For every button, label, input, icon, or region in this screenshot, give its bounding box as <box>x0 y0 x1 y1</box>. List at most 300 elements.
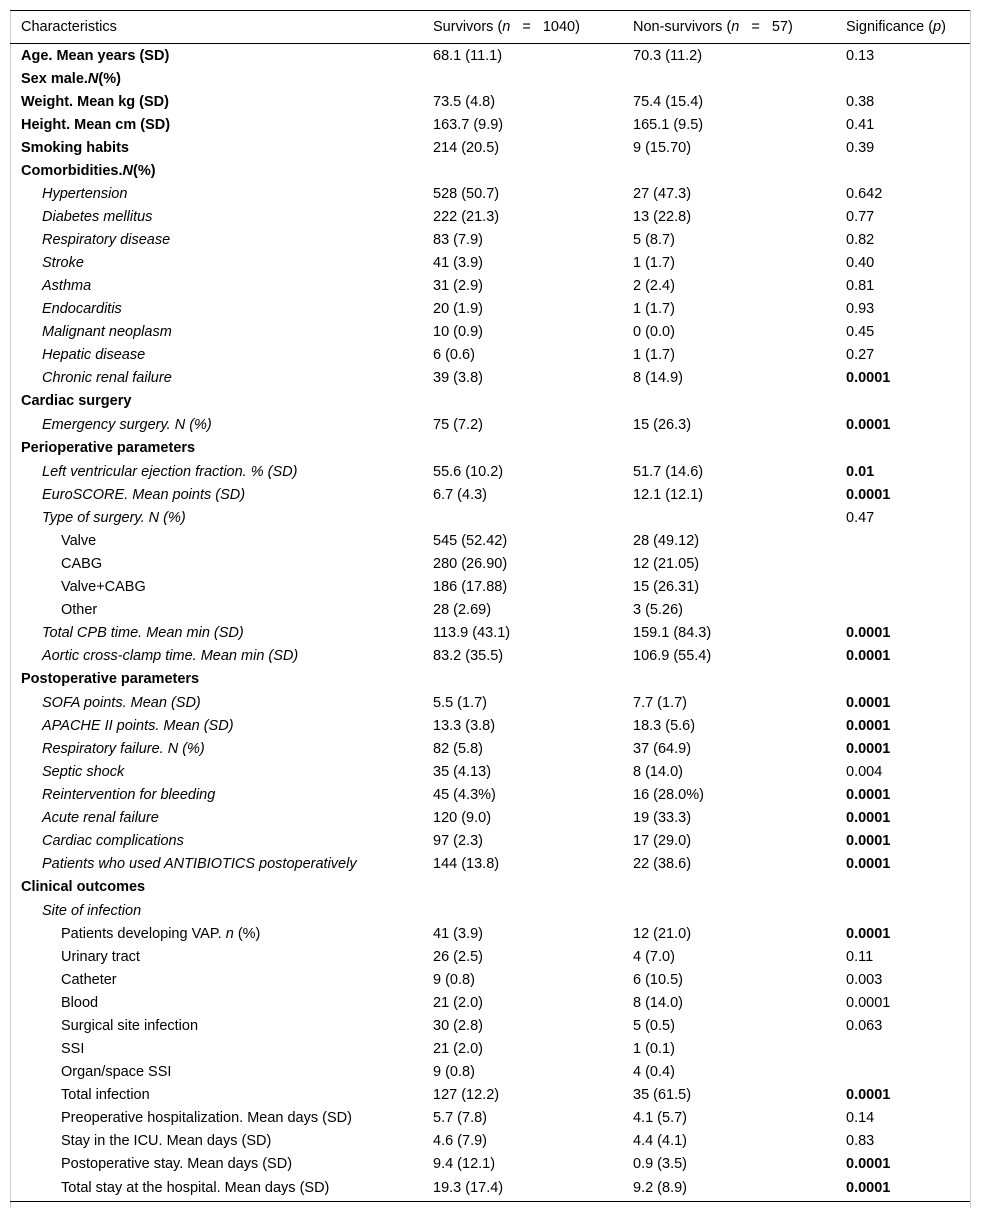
survivors-value: 222 (21.3) <box>433 208 500 225</box>
survivors-value <box>422 875 622 899</box>
row-label <box>10 297 422 320</box>
table-row <box>10 67 970 90</box>
table-row <box>10 1037 970 1060</box>
row-label <box>10 320 422 343</box>
significance-value: 0.0001 <box>846 809 891 826</box>
significance-value <box>835 598 970 621</box>
row-label-text: Reintervention for bleeding <box>42 786 216 803</box>
significance-value: 0.47 <box>846 509 875 526</box>
significance-value: 0.0001 <box>846 786 891 803</box>
nonsurvivors-value <box>622 389 835 413</box>
significance-value: 0.82 <box>846 231 875 248</box>
row-label-text: Acute renal failure <box>42 809 159 826</box>
table-row <box>10 552 970 575</box>
row-label <box>10 621 422 644</box>
significance-value: 0.0001 <box>846 1155 891 1172</box>
row-label-text: Clinical outcomes <box>21 879 146 895</box>
row-label-text: Hypertension <box>42 185 128 202</box>
header-significance-prefix: Significance ( <box>846 19 934 35</box>
survivors-value <box>422 899 622 922</box>
row-label <box>10 483 422 506</box>
survivors-value: 9.4 (12.1) <box>433 1155 496 1172</box>
table-row <box>10 760 970 783</box>
row-label-text: Site of infection <box>42 902 142 919</box>
survivors-value: 4.6 (7.9) <box>433 1132 487 1149</box>
nonsurvivors-value: 4.4 (4.1) <box>633 1132 687 1149</box>
table-row <box>10 1014 970 1037</box>
survivors-value: 19.3 (17.4) <box>422 1175 622 1202</box>
survivors-value: 97 (2.3) <box>433 832 483 849</box>
row-label-text: Other <box>61 601 98 618</box>
row-label <box>10 113 422 136</box>
row-label-text: CABG <box>61 555 103 572</box>
row-label-text: Postoperative stay. Mean days (SD) <box>61 1155 293 1172</box>
row-label-text: Height. Mean cm (SD) <box>21 116 171 133</box>
significance-value: 0.0001 <box>846 647 891 664</box>
table-row <box>10 806 970 829</box>
table-row <box>10 1083 970 1106</box>
header-nonsurvivors-prefix: Non-survivors ( <box>633 19 732 35</box>
survivors-value: 9 (0.8) <box>433 971 475 988</box>
row-label <box>10 1060 422 1083</box>
table-row <box>10 1129 970 1152</box>
row-label-suffix: (%) <box>98 70 121 87</box>
header-nonsurvivors-eq: = <box>751 19 760 35</box>
nonsurvivors-value: 8 (14.0) <box>633 994 683 1011</box>
significance-value: 0.93 <box>846 300 875 317</box>
header-survivors <box>422 11 622 44</box>
row-label-text: Total stay at the hospital. Mean days (SD) <box>61 1180 330 1196</box>
nonsurvivors-value: 27 (47.3) <box>633 185 692 202</box>
row-label-text: Perioperative parameters <box>21 440 196 456</box>
survivors-value: 82 (5.8) <box>433 740 483 757</box>
row-label-text: Sex male. <box>21 70 88 87</box>
nonsurvivors-value: 4 (0.4) <box>633 1063 675 1080</box>
row-label <box>10 1129 422 1152</box>
row-label <box>10 366 422 389</box>
table-row <box>10 714 970 737</box>
table-row <box>10 1106 970 1129</box>
significance-value: 0.77 <box>846 208 875 225</box>
row-label-text: Malignant neoplasm <box>42 323 172 340</box>
significance-value <box>835 1060 970 1083</box>
nonsurvivors-value: 2 (2.4) <box>633 277 675 294</box>
header-significance-suffix: ) <box>941 19 946 35</box>
nonsurvivors-value: 0.9 (3.5) <box>633 1155 687 1172</box>
nonsurvivors-value <box>622 506 835 529</box>
nonsurvivors-value: 18.3 (5.6) <box>633 717 696 734</box>
table-row <box>10 644 970 667</box>
survivors-value: 73.5 (4.8) <box>433 93 496 110</box>
survivors-value: 545 (52.42) <box>433 532 508 549</box>
significance-value: 0.063 <box>846 1017 883 1034</box>
nonsurvivors-value: 35 (61.5) <box>633 1086 692 1103</box>
header-significance-p: p <box>933 19 942 35</box>
table-row <box>10 968 970 991</box>
survivors-value: 55.6 (10.2) <box>433 463 504 480</box>
table-row <box>10 251 970 274</box>
significance-value: 0.0001 <box>846 1086 891 1103</box>
row-label-text: SSI <box>61 1040 85 1057</box>
significance-value: 0.39 <box>846 139 875 156</box>
row-label-italic: n <box>225 925 234 942</box>
significance-value <box>835 1037 970 1060</box>
row-label-text: SOFA points. Mean (SD) <box>42 694 201 711</box>
table-row <box>10 899 970 922</box>
nonsurvivors-value: 5 (8.7) <box>633 231 675 248</box>
nonsurvivors-value: 8 (14.9) <box>633 369 683 386</box>
survivors-value: 186 (17.88) <box>433 578 508 595</box>
survivors-value <box>422 159 622 182</box>
table-row <box>10 182 970 205</box>
table-row <box>10 483 970 506</box>
significance-value <box>835 529 970 552</box>
row-label <box>10 44 422 68</box>
row-label-text: Chronic renal failure <box>42 369 172 386</box>
nonsurvivors-value: 6 (10.5) <box>633 971 683 988</box>
nonsurvivors-value: 1 (1.7) <box>633 254 675 271</box>
survivors-value: 20 (1.9) <box>433 300 483 317</box>
row-label-text: Endocarditis <box>42 300 122 317</box>
significance-value: 0.01 <box>846 463 875 480</box>
survivors-value: 30 (2.8) <box>433 1017 483 1034</box>
row-label <box>10 343 422 366</box>
row-label <box>10 529 422 552</box>
row-label-text: Smoking habits <box>21 139 129 156</box>
row-label-italic: N <box>87 70 99 87</box>
nonsurvivors-value <box>622 875 835 899</box>
table-body <box>10 44 970 1202</box>
row-label-text: Organ/space SSI <box>61 1063 172 1080</box>
table-row <box>10 691 970 714</box>
survivors-value <box>422 667 622 691</box>
nonsurvivors-value <box>622 67 835 90</box>
nonsurvivors-value: 4.1 (5.7) <box>633 1109 687 1126</box>
survivors-value: 5.5 (1.7) <box>433 694 487 711</box>
nonsurvivors-value: 75.4 (15.4) <box>633 93 704 110</box>
header-survivors-n: n <box>502 19 511 35</box>
survivors-value: 120 (9.0) <box>433 809 492 826</box>
row-label <box>10 506 422 529</box>
row-label <box>10 413 422 436</box>
table-row <box>10 1152 970 1175</box>
nonsurvivors-value: 16 (28.0%) <box>633 786 704 803</box>
row-label-text: Catheter <box>61 971 117 988</box>
table-row <box>10 228 970 251</box>
row-label <box>10 875 422 899</box>
row-label <box>10 1106 422 1129</box>
nonsurvivors-value: 0 (0.0) <box>633 323 675 340</box>
significance-value <box>835 575 970 598</box>
row-label-text: Valve+CABG <box>61 578 146 595</box>
header-row <box>10 11 970 44</box>
nonsurvivors-value: 13 (22.8) <box>633 208 692 225</box>
row-label-text: Blood <box>61 994 99 1011</box>
table-row <box>10 320 970 343</box>
row-label <box>10 389 422 413</box>
table-row <box>10 343 970 366</box>
table-row <box>10 529 970 552</box>
header-survivors-prefix: Survivors ( <box>433 19 503 35</box>
significance-value: 0.0001 <box>846 369 891 386</box>
table-row <box>10 205 970 228</box>
row-label <box>10 714 422 737</box>
survivors-value: 26 (2.5) <box>433 948 483 965</box>
header-significance <box>835 11 970 44</box>
significance-value: 0.27 <box>846 346 875 363</box>
significance-value: 0.0001 <box>846 740 891 757</box>
survivors-value: 144 (13.8) <box>433 855 500 872</box>
header-nonsurvivors-n: n <box>731 19 740 35</box>
nonsurvivors-value <box>622 159 835 182</box>
table-row <box>10 852 970 875</box>
row-label-text: Total infection <box>61 1086 150 1103</box>
table-row <box>10 113 970 136</box>
table-row <box>10 737 970 760</box>
row-label <box>10 852 422 875</box>
survivors-value <box>422 506 622 529</box>
row-label <box>10 136 422 159</box>
row-label <box>10 806 422 829</box>
row-label-text: Respiratory disease <box>42 231 171 248</box>
row-label-text: Stroke <box>42 254 84 271</box>
row-label <box>10 1152 422 1175</box>
significance-value <box>835 67 970 90</box>
survivors-value: 68.1 (11.1) <box>433 47 503 64</box>
row-label <box>10 783 422 806</box>
table-row <box>10 598 970 621</box>
significance-value <box>835 899 970 922</box>
header-survivors-eq: = <box>522 19 531 35</box>
table-row <box>10 44 970 68</box>
nonsurvivors-value: 9 (15.70) <box>633 139 692 156</box>
significance-value: 0.0001 <box>846 925 891 942</box>
nonsurvivors-value: 3 (5.26) <box>633 601 683 618</box>
survivors-value: 41 (3.9) <box>433 254 483 271</box>
row-label-text: Asthma <box>42 277 92 294</box>
row-label-text: Emergency surgery. N (%) <box>42 416 212 433</box>
row-label <box>10 691 422 714</box>
header-characteristics <box>10 11 422 44</box>
table-row <box>10 1175 970 1202</box>
significance-value: 0.0001 <box>846 994 891 1011</box>
nonsurvivors-value: 70.3 (11.2) <box>633 47 703 64</box>
survivors-value: 35 (4.13) <box>433 763 492 780</box>
survivors-value: 21 (2.0) <box>433 994 483 1011</box>
table-row <box>10 274 970 297</box>
nonsurvivors-value: 15 (26.3) <box>633 416 692 433</box>
table-row <box>10 136 970 159</box>
row-label <box>10 251 422 274</box>
nonsurvivors-value: 22 (38.6) <box>633 855 692 872</box>
row-label <box>10 598 422 621</box>
nonsurvivors-value: 165.1 (9.5) <box>633 116 704 133</box>
row-label-text: Cardiac complications <box>42 832 184 849</box>
table-row <box>10 460 970 483</box>
significance-value: 0.004 <box>846 763 883 780</box>
row-label <box>10 1037 422 1060</box>
significance-value <box>835 875 970 899</box>
survivors-value: 28 (2.69) <box>433 601 492 618</box>
significance-value: 0.14 <box>846 1109 875 1126</box>
header-survivors-value: 1040) <box>542 19 580 35</box>
survivors-value: 113.9 (43.1) <box>433 624 511 641</box>
row-label-text: Age. Mean years (SD) <box>21 47 170 64</box>
row-label <box>10 922 422 945</box>
row-label <box>10 945 422 968</box>
row-label <box>10 228 422 251</box>
survivors-value <box>422 67 622 90</box>
row-label <box>10 991 422 1014</box>
table-row <box>10 159 970 182</box>
row-label <box>10 90 422 113</box>
significance-value: 0.642 <box>846 185 883 202</box>
row-label <box>10 460 422 483</box>
survivors-value: 13.3 (3.8) <box>433 717 496 734</box>
row-label <box>10 575 422 598</box>
nonsurvivors-value: 15 (26.31) <box>633 578 700 595</box>
row-label <box>10 899 422 922</box>
row-label-suffix: (%) <box>133 162 156 179</box>
table-row <box>10 366 970 389</box>
significance-value: 0.45 <box>846 323 875 340</box>
significance-value: 0.13 <box>846 47 875 64</box>
nonsurvivors-value <box>622 436 835 460</box>
row-label-text: Patients who used ANTIBIOTICS postoperatively <box>42 855 357 872</box>
data-table <box>10 10 970 1202</box>
survivors-value <box>422 389 622 413</box>
row-label <box>10 182 422 205</box>
nonsurvivors-value: 1 (1.7) <box>633 346 675 363</box>
row-label <box>10 436 422 460</box>
row-label <box>10 274 422 297</box>
row-label <box>10 667 422 691</box>
row-label-suffix: (%) <box>233 925 261 942</box>
significance-value: 0.81 <box>846 277 875 294</box>
row-label-text: Valve <box>61 532 97 549</box>
row-label <box>10 829 422 852</box>
nonsurvivors-value: 106.9 (55.4) <box>633 647 712 664</box>
survivors-value: 10 (0.9) <box>433 323 483 340</box>
nonsurvivors-value: 37 (64.9) <box>633 740 692 757</box>
significance-value <box>835 667 970 691</box>
significance-value: 0.0001 <box>846 486 891 503</box>
survivors-value: 528 (50.7) <box>433 185 500 202</box>
significance-value: 0.0001 <box>846 855 891 872</box>
significance-value: 0.0001 <box>835 1175 970 1202</box>
row-label <box>10 205 422 228</box>
significance-value: 0.003 <box>846 971 883 988</box>
table-row <box>10 991 970 1014</box>
row-label-text: Preoperative hospitalization. Mean days (SD) <box>61 1109 352 1126</box>
nonsurvivors-value: 8 (14.0) <box>633 763 683 780</box>
significance-value: 0.0001 <box>846 694 891 711</box>
nonsurvivors-value: 28 (49.12) <box>633 532 700 549</box>
row-label-text: Type of surgery. N (%) <box>42 509 186 526</box>
significance-value <box>835 436 970 460</box>
row-label <box>10 1175 422 1202</box>
row-label <box>10 552 422 575</box>
row-label <box>10 737 422 760</box>
significance-value <box>835 159 970 182</box>
row-label-text: Hepatic disease <box>42 346 146 363</box>
significance-value: 0.11 <box>846 948 874 965</box>
row-label-text: Postoperative parameters <box>21 671 200 687</box>
row-label-text: Weight. Mean kg (SD) <box>21 93 169 110</box>
table-container <box>10 10 970 1202</box>
row-label <box>10 644 422 667</box>
survivors-value: 214 (20.5) <box>433 139 500 156</box>
table-header <box>10 11 970 44</box>
table-row <box>10 413 970 436</box>
table-row <box>10 829 970 852</box>
survivors-value: 9 (0.8) <box>433 1063 475 1080</box>
nonsurvivors-value: 1 (0.1) <box>633 1040 675 1057</box>
survivors-value: 31 (2.9) <box>433 277 483 294</box>
survivors-value: 6.7 (4.3) <box>433 486 487 503</box>
survivors-value: 83 (7.9) <box>433 231 483 248</box>
row-label-text: Diabetes mellitus <box>42 208 153 225</box>
row-label-text: Respiratory failure. N (%) <box>42 740 205 757</box>
table-row <box>10 1060 970 1083</box>
survivors-value: 127 (12.2) <box>433 1086 500 1103</box>
significance-value: 0.0001 <box>846 624 891 641</box>
nonsurvivors-value: 12 (21.05) <box>633 555 700 572</box>
row-label-text: Stay in the ICU. Mean days (SD) <box>61 1132 272 1149</box>
table-row <box>10 621 970 644</box>
nonsurvivors-value: 159.1 (84.3) <box>633 624 712 641</box>
row-label-text: Surgical site infection <box>61 1017 199 1034</box>
row-label-text: Total CPB time. Mean min (SD) <box>42 624 244 641</box>
significance-value: 0.40 <box>846 254 875 271</box>
nonsurvivors-value <box>622 667 835 691</box>
table-row <box>10 667 970 691</box>
significance-value: 0.0001 <box>846 717 891 734</box>
survivors-value: 45 (4.3%) <box>433 786 496 803</box>
row-label-text: EuroSCORE. Mean points (SD) <box>42 486 246 503</box>
row-label-text: APACHE II points. Mean (SD) <box>42 717 234 734</box>
row-label <box>10 1083 422 1106</box>
header-nonsurvivors <box>622 11 835 44</box>
row-label-text: Cardiac surgery <box>21 393 132 409</box>
row-label <box>10 67 422 90</box>
table-row <box>10 922 970 945</box>
row-label <box>10 1014 422 1037</box>
survivors-value: 75 (7.2) <box>433 416 483 433</box>
survivors-value: 6 (0.6) <box>433 346 475 363</box>
significance-value: 0.0001 <box>846 416 891 433</box>
nonsurvivors-value <box>622 899 835 922</box>
table-row <box>10 297 970 320</box>
nonsurvivors-value: 12 (21.0) <box>633 925 692 942</box>
header-nonsurvivors-value: 57) <box>771 19 793 35</box>
nonsurvivors-value: 7.7 (1.7) <box>633 694 687 711</box>
nonsurvivors-value: 4 (7.0) <box>633 948 675 965</box>
survivors-value: 41 (3.9) <box>433 925 483 942</box>
table-row <box>10 436 970 460</box>
significance-value <box>835 552 970 575</box>
significance-value: 0.38 <box>846 93 875 110</box>
row-label-text: Urinary tract <box>61 948 140 965</box>
table-row <box>10 389 970 413</box>
row-label-text: Aortic cross-clamp time. Mean min (SD) <box>42 647 299 664</box>
significance-value: 0.41 <box>846 116 875 133</box>
table-row <box>10 90 970 113</box>
survivors-value: 21 (2.0) <box>433 1040 483 1057</box>
significance-value: 0.0001 <box>846 832 891 849</box>
nonsurvivors-value: 17 (29.0) <box>633 832 692 849</box>
row-label <box>10 760 422 783</box>
